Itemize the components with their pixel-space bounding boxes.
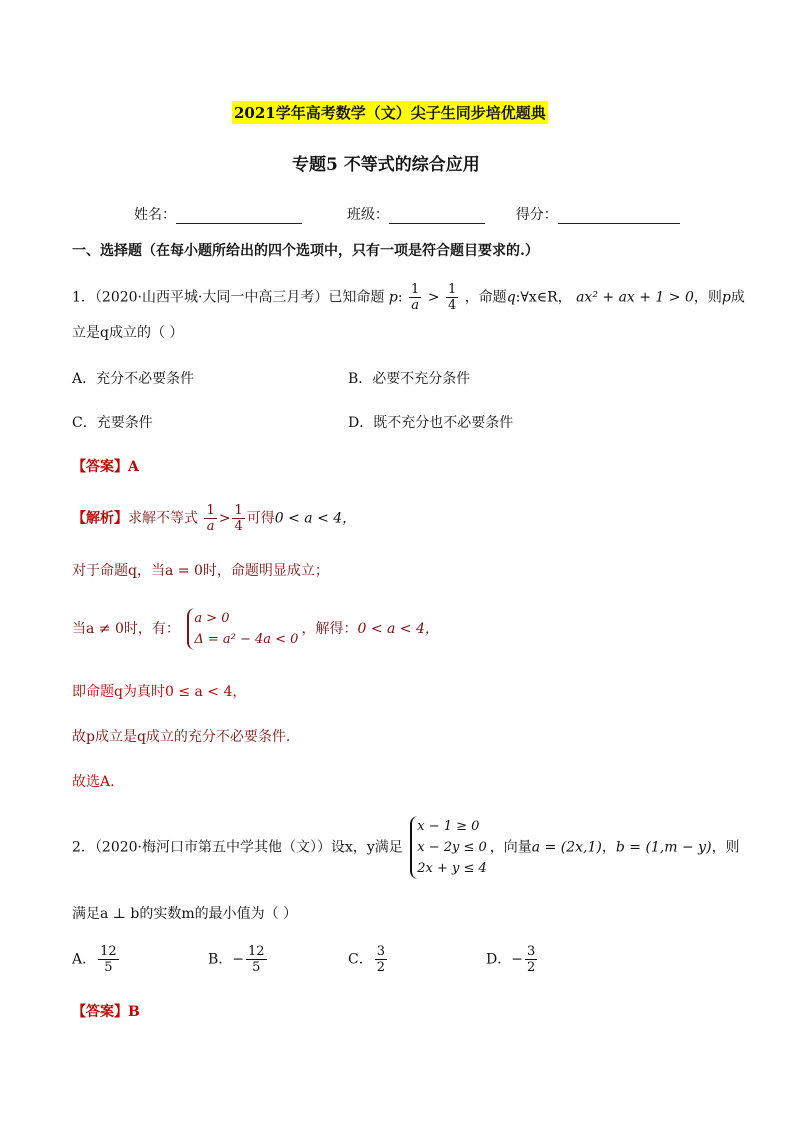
q1-option-a[interactable]: A．充分不必要条件 xyxy=(72,371,195,387)
name-label: 姓名： xyxy=(134,207,176,223)
q2-option-b[interactable] xyxy=(208,944,269,975)
q2-vector-b: b = (1,m − y) xyxy=(615,839,712,856)
frac-denominator: 4 xyxy=(234,519,243,534)
q1-answer xyxy=(72,456,139,476)
analysis-text: 可得 xyxy=(246,510,275,527)
system-row: Δ = a² − 4a < 0 xyxy=(194,632,299,647)
answer-value: B xyxy=(128,1004,140,1020)
frac-denominator: a xyxy=(411,298,420,313)
system-row: a > 0 xyxy=(194,611,230,626)
q1-p-symbol: p xyxy=(388,289,398,306)
q2-stem-text: ，向量 xyxy=(489,839,532,856)
main-title: 专题5 不等式的综合应用 xyxy=(292,155,480,175)
option-fraction xyxy=(246,944,267,975)
system-row: 2x + y ≤ 4 xyxy=(417,861,487,876)
frac-denominator: 4 xyxy=(447,298,457,313)
frac-denominator: 5 xyxy=(104,960,113,975)
q1-stem-text: ，命题 xyxy=(464,289,507,306)
system-row: x − 1 ≥ 0 xyxy=(417,819,480,834)
analysis-math: 0 < a < 4， xyxy=(274,510,357,527)
q1-analysis-line2: 对于命题q，当a = 0时，命题明显成立； xyxy=(72,563,329,579)
q2-stem-line1 xyxy=(72,816,740,879)
name-field[interactable] xyxy=(176,209,302,224)
q2-stem-line2: 满足a ⊥ b的实数m的最小值为（ ） xyxy=(72,906,298,922)
option-fraction xyxy=(98,944,119,975)
q2-stem-text: ，则 xyxy=(711,839,740,856)
frac-denominator: 5 xyxy=(252,960,261,975)
frac-denominator: 2 xyxy=(526,960,536,975)
analysis-text: ，解得： xyxy=(301,621,358,637)
q1-stem-text: ，则 xyxy=(693,289,722,306)
q1-option-c[interactable]: C．充要条件 xyxy=(72,415,153,431)
analysis-text: 求解不等式 xyxy=(128,510,198,527)
frac-numerator: 1 xyxy=(447,282,457,297)
frac-numerator: 3 xyxy=(526,944,536,959)
analysis-fraction-1-over-a xyxy=(204,503,216,534)
frac-numerator: 1 xyxy=(206,503,215,518)
q1-analysis-line4: 即命题q为真时0 ≤ a < 4， xyxy=(72,684,247,700)
q2-constraint-system xyxy=(410,816,487,879)
option-label: B．− xyxy=(208,951,245,968)
frac-numerator: 1 xyxy=(411,282,420,297)
q2-answer xyxy=(72,1001,140,1021)
system-row: x − 2y ≤ 0 xyxy=(417,840,487,855)
analysis-equation-system xyxy=(187,608,298,650)
analysis-gt: > xyxy=(218,510,231,527)
q1-analysis-line6: 故选A. xyxy=(72,774,115,790)
student-info xyxy=(134,204,680,224)
frac-numerator: 3 xyxy=(376,944,385,959)
top-title: 2021学年高考数学（文）尖子生同步培优题典 xyxy=(232,101,548,124)
q1-q-condition: :∀x∈R， xyxy=(515,289,572,306)
frac-numerator: 12 xyxy=(100,944,117,959)
frac-denominator: a xyxy=(206,519,215,534)
q1-fraction-1-over-a xyxy=(409,282,421,313)
q1-p-symbol: p xyxy=(721,289,731,306)
q1-stem-text: 成 xyxy=(730,289,745,306)
option-fraction xyxy=(525,944,537,975)
q2-option-a[interactable] xyxy=(72,944,121,975)
analysis-text: 当a ≠ 0时，有： xyxy=(72,621,180,637)
q1-analysis-line3 xyxy=(72,608,439,650)
score-field[interactable] xyxy=(558,209,680,224)
frac-numerator: 12 xyxy=(248,944,265,959)
analysis-fraction-1-over-4 xyxy=(232,503,244,534)
option-label: A． xyxy=(72,951,97,968)
q1-option-b[interactable]: B．必要不充分条件 xyxy=(348,371,471,387)
frac-numerator: 1 xyxy=(234,503,243,518)
q1-fraction-1-over-4 xyxy=(446,282,458,313)
class-label: 班级： xyxy=(346,207,389,223)
option-label: C． xyxy=(348,951,373,968)
section-heading: 一、选择题（在每小题所给出的四个选项中，只有一项是符合题目要求的.） xyxy=(72,243,539,259)
q2-stem-text: 2．（2020·梅河口市第五中学其他（文））设x，y满足 xyxy=(72,839,403,856)
q2-vector-a: a = (2x,1) xyxy=(531,839,602,856)
option-label: D．− xyxy=(486,951,523,968)
answer-value: A xyxy=(128,459,139,475)
q1-analysis-line1 xyxy=(72,503,356,534)
q1-q-symbol: q xyxy=(506,289,516,306)
q2-stem-text: ， xyxy=(601,839,616,856)
q1-analysis-line5: 故p成立是q成立的充分不必要条件. xyxy=(72,729,291,745)
option-fraction xyxy=(375,944,387,975)
answer-label: 【答案】 xyxy=(72,459,128,475)
analysis-math: 0 < a < 4， xyxy=(357,621,439,637)
q1-option-d[interactable]: D．既不充分也不必要条件 xyxy=(348,415,514,431)
q2-option-c[interactable] xyxy=(348,944,389,975)
q1-inequality: ax² + ax + 1 > 0 xyxy=(576,289,694,306)
q1-stem-line2: 立是q成立的（ ） xyxy=(72,325,184,341)
score-label: 得分： xyxy=(515,207,558,223)
q1-gt: > xyxy=(427,289,440,306)
analysis-label: 【解析】 xyxy=(72,510,128,527)
answer-label: 【答案】 xyxy=(72,1004,128,1020)
class-field[interactable] xyxy=(389,209,485,224)
q2-option-d[interactable] xyxy=(486,944,539,975)
q1-stem-line1 xyxy=(72,282,745,313)
q1-stem-text: 1．（2020·山西平城·大同一中高三月考）已知命题 xyxy=(72,289,385,306)
frac-denominator: 2 xyxy=(376,960,385,975)
q1-colon: : xyxy=(397,289,403,306)
